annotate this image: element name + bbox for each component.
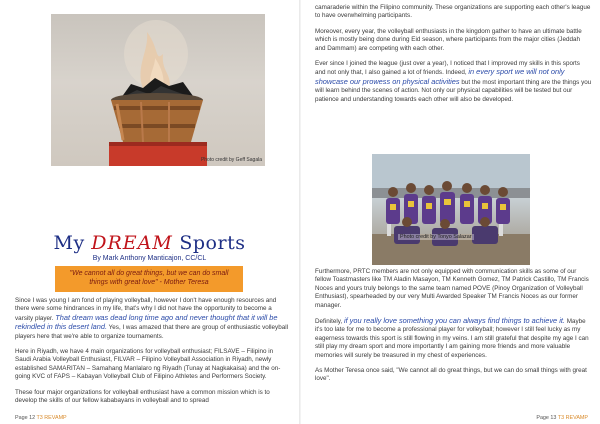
- text-run: Definitely,: [315, 318, 344, 326]
- paragraph: [315, 317, 592, 360]
- page-number: Page 12: [15, 415, 36, 421]
- brand-label: T3 REVAMP: [557, 415, 588, 421]
- page-number: Page 13: [536, 415, 557, 421]
- photo-credit: Photo credit by Geff Sagala: [200, 157, 262, 163]
- team-illustration: [372, 154, 530, 265]
- brand-label: T3 REVAMP: [36, 415, 67, 421]
- highlight-text: in every sport we will not only showcase our prowess on physical activities: [315, 67, 565, 86]
- title-suffix: Sports: [172, 232, 246, 254]
- byline: By Mark Anthony Manticajon, CC/CL: [92, 255, 207, 262]
- left-body: [15, 297, 290, 412]
- right-body-top: [315, 4, 592, 111]
- paragraph: [15, 297, 290, 341]
- text-run: Maybe it's too late for me to become a professional player for volleyball; however I still feel lucky as my eagerness towards this sport is still flowing in my veins. I am still grateful that despite my age I can still play my dream sport and more importantly I am gaining more friends and more valuable memories will surely be treasured in my chest of experiences.: [315, 318, 589, 359]
- torch-illustration: [51, 14, 265, 166]
- paragraph: Furthermore, PRTC members are not only equipped with communication skills as some of our fellow Toastmasters like TM Aladin Masayon, TM Kenneth Gomez, TM Patrick Castillo, TM Francis Noces and yours truly belongs to the same team named POVE (Pinoy Organization of Volleyball Enthusiast), spearheaded by our very Multi Awarded Speaker TM Francis Noces as our former manager.: [315, 268, 589, 309]
- page-footer-left: [15, 415, 67, 421]
- pull-quote: "We cannot all do great things, but we can do small things with great love" - Mother Teresa: [55, 266, 243, 292]
- paragraph: As Mother Teresa once said, "We cannot all do great things, but we can do small things with great love".: [315, 367, 587, 383]
- text-run: but the most important thing are the things you will learn behind the scenes of action. Not only our physical capabilities will be tested but our patience and understanding towards each other will also be developed.: [315, 78, 592, 103]
- paragraph: Moreover, every year, the volleyball enthusiasts in the kingdom gather to have an ultimate battle which is mostly being done during Eid season, where participants from the major cities (Jeddah and Dammam) are competing with each other.: [315, 27, 582, 52]
- torch-photo: [51, 14, 265, 166]
- title-dream: DREAM: [91, 232, 173, 254]
- paragraph: Here in Riyadh, we have 4 main organizations for volleyball enthusiast; FILSAVE – Filipino in Saudi Arabia Volleyball Enthusiast, FILVAR – Filipino Volleyball Association in Riyadh, newly established SAMARITAN – Samahang Manlalaro ng Riyadh (Tunay at Nagkakaisa) and the on-going KVC of FAPS – Kabayan Volleyball Club of Filipino Athletes and Performers Society.: [15, 348, 281, 381]
- right-body-bottom: [315, 268, 592, 391]
- text-run: Ever since I joined the league (just over a year), I noticed that I improved my skills in this sports and not only that, I also gained a lot of friends. Indeed,: [315, 60, 580, 77]
- text-run: Yes, I was amazed that there are group of enthusiastic volleyball players here that we're able to organize tournaments.: [15, 324, 288, 340]
- left-page: [0, 0, 299, 424]
- team-photo: [372, 154, 530, 265]
- paragraph: These four major organizations for volleyball enthusiast have a common mission which is to develop the skills of our fellow kababayans in volleyball and to spread: [15, 388, 270, 405]
- title-prefix: My: [53, 232, 92, 254]
- paragraph: camaraderie within the Filipino community. These organizations are supporting each other's league to have overwhelming participants.: [315, 4, 591, 20]
- text-run: Since I was young I am fond of playing volleyball, however I don't have enough resources and there were some hindrances in my life, that's why I did not have the opportunity to become a varsity player.: [15, 297, 277, 322]
- page-footer-right: [536, 415, 588, 421]
- paragraph: [315, 60, 592, 104]
- photo-credit: Photo credit by Tonyo Salazar: [400, 234, 472, 240]
- highlight-text: That dream was dead long time ago and never thought that it will be rekindled in this desert land.: [15, 312, 278, 332]
- article-title: [0, 232, 299, 254]
- right-page: [301, 0, 600, 424]
- highlight-text: if you really love something you can always find things to achieve it.: [343, 316, 565, 326]
